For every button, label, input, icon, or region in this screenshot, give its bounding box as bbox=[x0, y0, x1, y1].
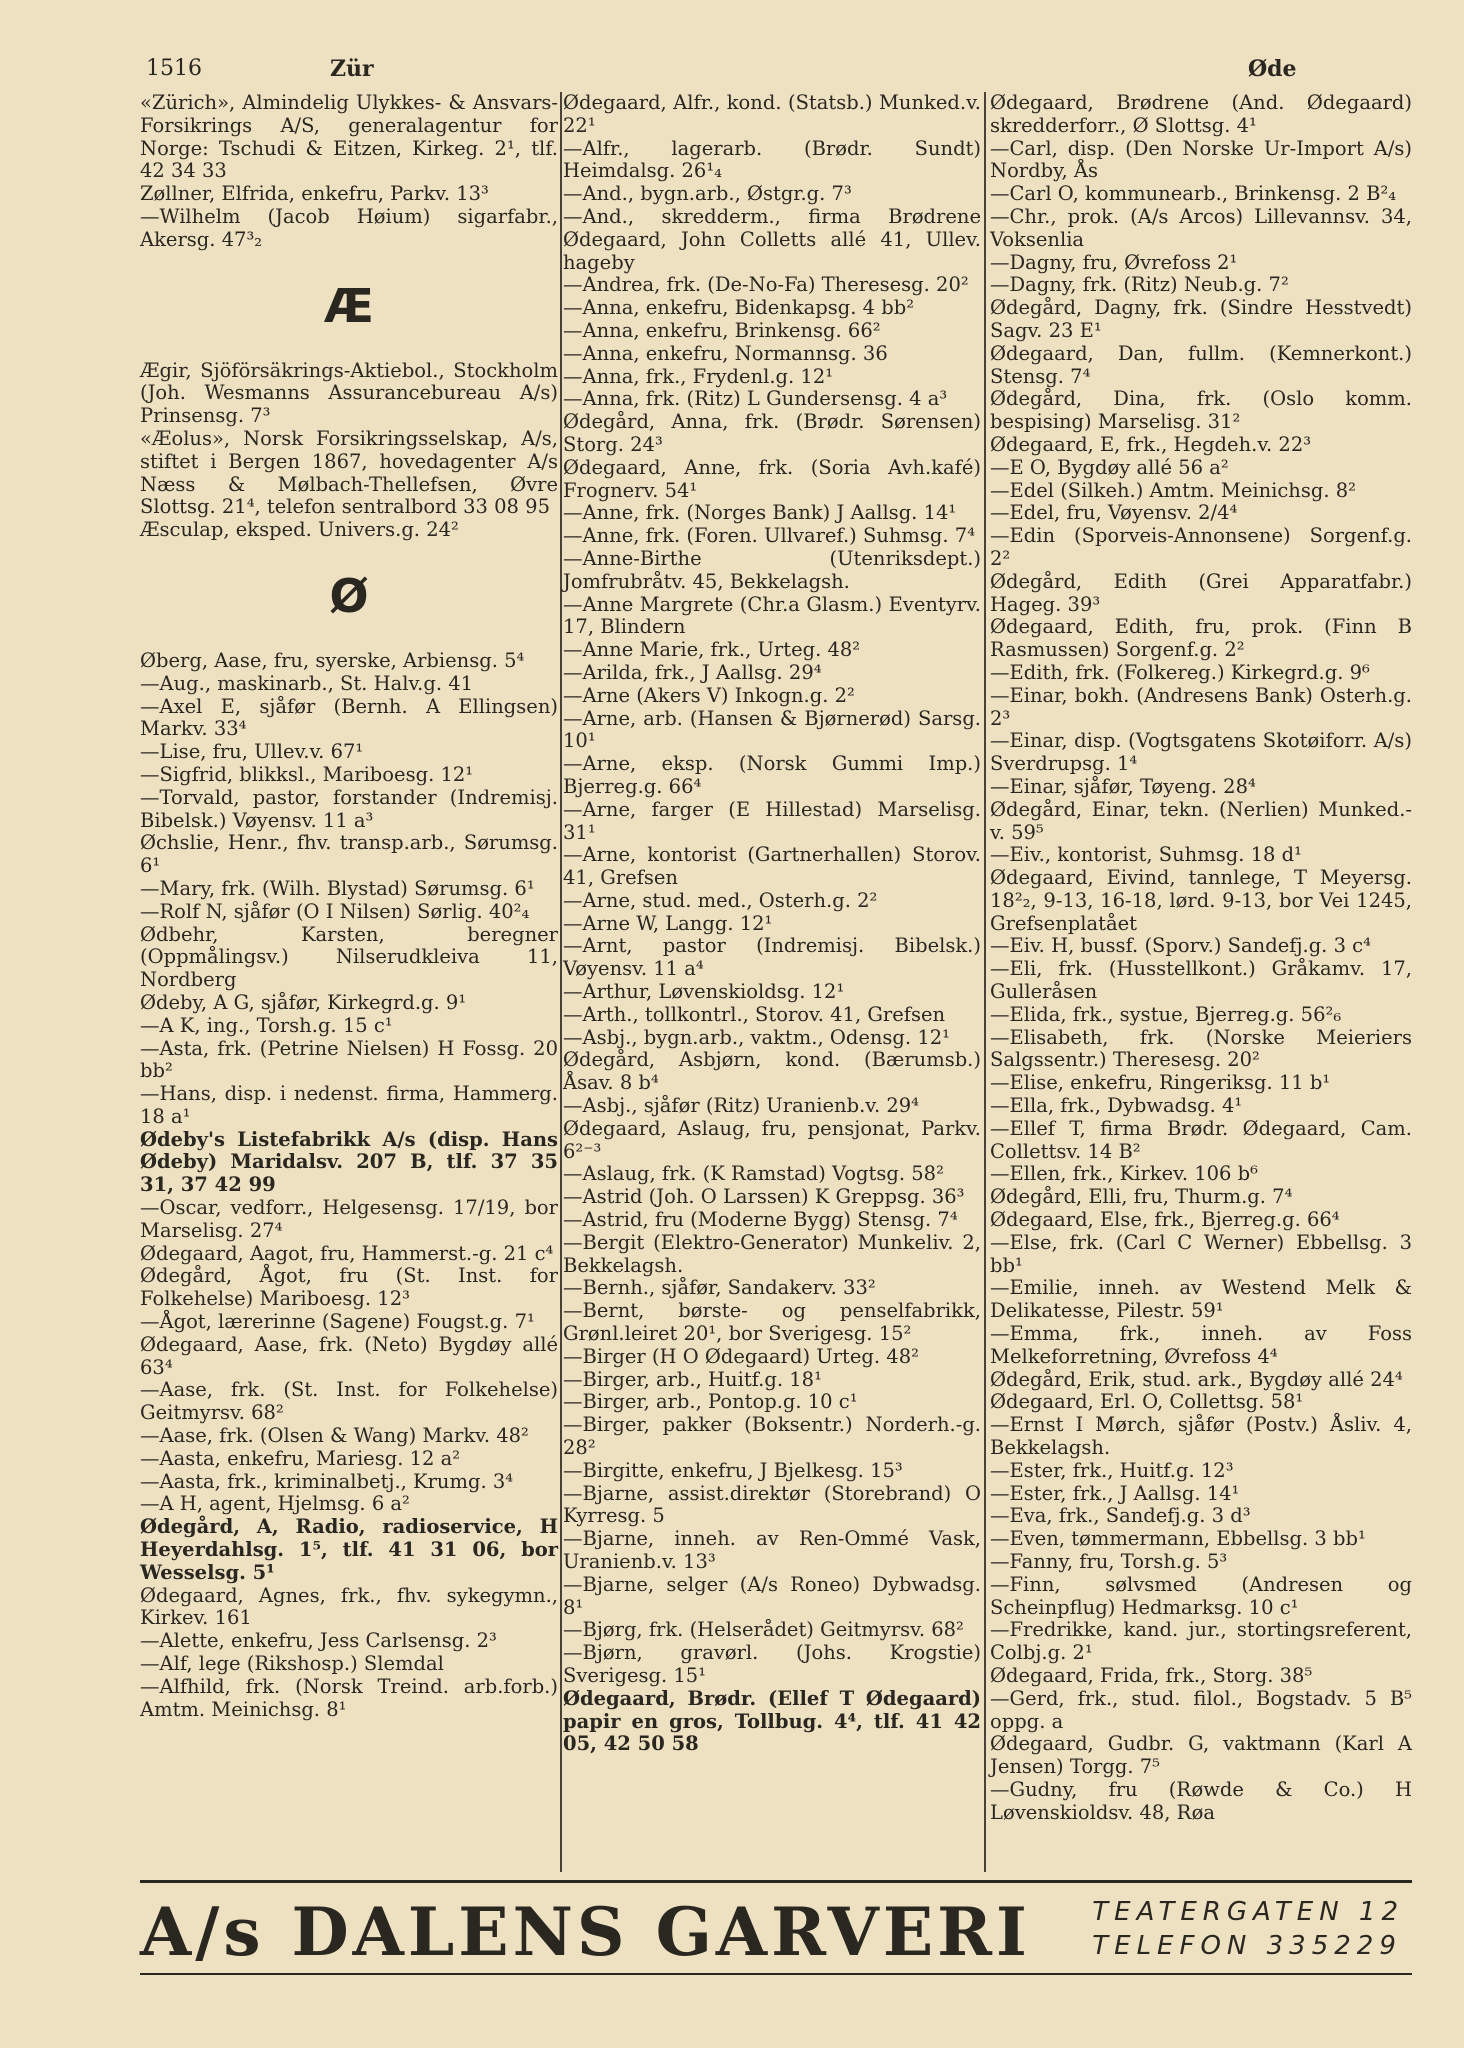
directory-entry: Ødegaard, Gudbr. G, vaktmann (Karl A Jensen) Torgg. 7⁵ bbox=[990, 1732, 1412, 1779]
directory-entry: —Carl O, kommunearb., Brinkensg. 2 B²₄ bbox=[990, 182, 1397, 206]
directory-entry: Ødeby, A G, sjåfør, Kirkegrd.g. 9¹ bbox=[140, 990, 467, 1014]
directory-entry: —Eli, frk. (Husstellkont.) Gråkamv. 17, Gulleråsen bbox=[990, 957, 1412, 1004]
directory-entry: —Birger, pakker (Boksentr.) Norderh.-g. 28² bbox=[563, 1413, 981, 1460]
directory-entry: —Ellen, frk., Kirkev. 106 b⁶ bbox=[990, 1162, 1258, 1186]
directory-entry: —Gudny, fru (Røwde & Co.) H Løvenskioldsv. 48, Røa bbox=[990, 1777, 1412, 1824]
directory-entry: —Birger, arb., Pontop.g. 10 c¹ bbox=[563, 1390, 858, 1414]
directory-entry: —Andrea, frk. (De-No-Fa) Theresesg. 20² bbox=[563, 273, 969, 297]
directory-entry: —Finn, sølvsmed (Andresen og Scheinpflug) Hedmarksg. 10 c¹ bbox=[990, 1572, 1412, 1619]
directory-entry: —Bjarne, inneh. av Ren-Ommé Vask, Uranienb.v. 13³ bbox=[563, 1527, 981, 1573]
directory-entry: —Bernt, børste- og penselfabrikk, Grønl.leiret 20¹, bor Sverigesg. 15² bbox=[563, 1299, 981, 1346]
directory-entry: Ødegaard, Anne, frk. (Soria Avh.kafé) Frognerv. 54¹ bbox=[563, 455, 981, 502]
directory-entry: —Aasta, frk., kriminalbetj., Krumg. 3⁴ bbox=[140, 1469, 514, 1493]
directory-entry: —Birgitte, enkefru, J Bjelkesg. 15³ bbox=[563, 1458, 903, 1482]
directory-entry: —A K, ing., Torsh.g. 15 c¹ bbox=[140, 1013, 393, 1037]
directory-entry: —Anna, enkefru, Normannsg. 36 bbox=[563, 341, 888, 365]
directory-entry: Ødegaard, Brødrene (And. Ødegaard) skredderforr., Ø Slottsg. 4¹ bbox=[990, 91, 1412, 137]
directory-entry: Ødegaard, Alfr., kond. (Statsb.) Munked.v. 22¹ bbox=[563, 91, 981, 137]
directory-entry: —Bergit (Elektro-Generator) Munkeliv. 2, Bekkelagsh. bbox=[563, 1230, 981, 1277]
directory-entry: —E O, Bygdøy allé 56 a² bbox=[990, 455, 1229, 479]
directory-entry: —Ester, frk., J Aallsg. 14¹ bbox=[990, 1481, 1240, 1505]
directory-entry: —Anne Marie, frk., Urteg. 48² bbox=[563, 638, 861, 662]
directory-entry: —Elida, frk., systue, Bjerreg.g. 56²₆ bbox=[990, 1002, 1342, 1026]
directory-entry: Ødegård, Einar, tekn. (Nerlien) Munked.-v. 59⁵ bbox=[990, 797, 1412, 844]
advertisement-banner bbox=[140, 1880, 1412, 1975]
column-1 bbox=[140, 92, 558, 1721]
directory-entry: —Anne-Birthe (Utenriksdept.) Jomfrubråtv. 45, Bekkelagsh. bbox=[563, 546, 981, 593]
directory-entry: —Astrid (Joh. O Larssen) K Greppsg. 36³ bbox=[563, 1185, 965, 1209]
directory-entry: —Anne Margrete (Chr.a Glasm.) Eventyrv. 17, Blindern bbox=[563, 592, 981, 639]
directory-entry: —Arne, stud. med., Osterh.g. 2² bbox=[563, 888, 878, 912]
directory-entry: —Eiv. H, bussf. (Sporv.) Sandefj.g. 3 c⁴ bbox=[990, 934, 1371, 958]
directory-entry: Ødegård, Dagny, frk. (Sindre Hesstvedt) Sagv. 23 E¹ bbox=[990, 296, 1412, 342]
directory-entry: Ødegaard, Brødr. (Ellef T Ødegaard) papir en gros, Tollbug. 4⁴, tlf. 41 42 05, 42 50 58 bbox=[563, 1686, 981, 1756]
directory-entry: Ødegård, Ågot, fru (St. Inst. for Folkehelse) Mariboesg. 12³ bbox=[140, 1264, 558, 1311]
directory-entry: —Eva, frk., Sandefj.g. 3 d³ bbox=[990, 1504, 1251, 1528]
directory-entry: —Asbj., sjåfør (Ritz) Uranienb.v. 29⁴ bbox=[563, 1094, 919, 1118]
column-3 bbox=[990, 92, 1412, 1825]
directory-entry: —Birger, arb., Huitf.g. 18¹ bbox=[563, 1367, 822, 1391]
directory-entry: —Arilda, frk., J Aallsg. 29⁴ bbox=[563, 660, 822, 684]
directory-entry: Ødeby's Listefabrikk A/s (disp. Hans Ødeby) Maridalsv. 207 B, tlf. 37 35 31, 37 42 99 bbox=[140, 1127, 558, 1197]
directory-entry: —Oscar, vedforr., Helgesensg. 17/19, bor Marselisg. 27⁴ bbox=[140, 1196, 558, 1242]
directory-entry: —Mary, frk. (Wilh. Blystad) Sørumsg. 6¹ bbox=[140, 876, 535, 900]
directory-entry: —Arne, arb. (Hansen & Bjørnerød) Sarsg. 10¹ bbox=[563, 706, 981, 753]
directory-entry: —Edin (Sporveis-Annonsene) Sorgenf.g. 2² bbox=[990, 524, 1412, 570]
directory-entry: —Arne, eksp. (Norsk Gummi Imp.) Bjerreg.g. 66⁴ bbox=[563, 752, 981, 798]
directory-entry: —Elise, enkefru, Ringeriksg. 11 b¹ bbox=[990, 1071, 1331, 1095]
directory-entry: —Astrid, fru (Moderne Bygg) Stensg. 7⁴ bbox=[563, 1208, 958, 1232]
directory-entry: —Einar, bokh. (Andresens Bank) Osterh.g. 2³ bbox=[990, 683, 1412, 730]
header-left-word: Zür bbox=[330, 56, 374, 82]
directory-entry: —Ernst I Mørch, sjåfør (Postv.) Åsliv. 4, Bekkelagsh. bbox=[990, 1413, 1412, 1460]
directory-entry: —Arne, kontorist (Gartnerhallen) Storov. 41, Grefsen bbox=[563, 843, 981, 890]
directory-entry: Ægir, Sjöförsäkrings-Aktiebol., Stockholm (Joh. Wesmanns Assurancebureau A/s) Prinsensg. 7³ bbox=[140, 358, 558, 428]
directory-entry: —And., skredderm., firma Brødrene Ødegaard, John Colletts allé 41, Ullev. hageby bbox=[563, 204, 981, 274]
directory-entry: —A H, agent, Hjelmsg. 6 a² bbox=[140, 1492, 410, 1516]
directory-entry: —Alfr., lagerarb. (Brødr. Sundt) Heimdalsg. 26¹₄ bbox=[563, 136, 981, 183]
directory-entry: —Asbj., bygn.arb., vaktm., Odensg. 12¹ bbox=[563, 1025, 950, 1049]
directory-entry: —Lise, fru, Ullev.v. 67¹ bbox=[140, 740, 364, 764]
directory-entry: Øchslie, Henr., fhv. transp.arb., Sørumsg. 6¹ bbox=[140, 831, 558, 878]
directory-entry: —Ella, frk., Dybwadsg. 4¹ bbox=[990, 1094, 1243, 1118]
directory-entry: —Alf, lege (Rikshosp.) Slemdal bbox=[140, 1652, 444, 1676]
directory-entry: —Carl, disp. (Den Norske Ur-Import A/s) Nordby, Ås bbox=[990, 136, 1412, 183]
directory-entry: —Alfhild, frk. (Norsk Treind. arb.forb.) Amtm. Meinichsg. 8¹ bbox=[140, 1674, 558, 1721]
directory-entry: —Edith, frk. (Folkereg.) Kirkegrd.g. 9⁶ bbox=[990, 660, 1370, 684]
directory-entry: —Edel (Silkeh.) Amtm. Meinichsg. 8² bbox=[990, 478, 1356, 502]
directory-entry: Ødegaard, Dan, fullm. (Kemnerkont.) Stensg. 7⁴ bbox=[990, 341, 1412, 388]
directory-entry: «Zürich», Almindelig Ulykkes- & Ansvars-Forsikrings A/S, generalagentur for Norge: Tschudi & Eitzen, Kirkeg. 2¹, tlf. 42 34 33 bbox=[140, 91, 558, 183]
directory-entry: Ødegaard, Aagot, fru, Hammerst.-g. 21 c⁴ bbox=[140, 1241, 554, 1265]
directory-entry: Øberg, Aase, fru, syerske, Arbiensg. 5⁴ bbox=[140, 648, 525, 672]
directory-entry: —Bernh., sjåfør, Sandakerv. 33² bbox=[563, 1276, 876, 1300]
advertiser-address bbox=[1092, 1895, 1404, 1963]
directory-entry: —Arne, farger (E Hillestad) Marselisg. 31¹ bbox=[563, 797, 981, 844]
directory-entry: —Bjarne, assist.direktør (Storebrand) O Kyrresg. 5 bbox=[563, 1481, 981, 1528]
directory-entry: Ødegaard, Erl. O, Collettsg. 58¹ bbox=[990, 1390, 1304, 1414]
directory-entry: Ødegaard, Agnes, frk., fhv. sykegymn., Kirkev. 161 bbox=[140, 1583, 558, 1630]
directory-entry: —Bjarne, selger (A/s Roneo) Dybwadsg. 8¹ bbox=[563, 1572, 981, 1619]
column-2 bbox=[563, 92, 981, 1756]
directory-entry: —Else, frk. (Carl C Werner) Ebbellsg. 3 bb¹ bbox=[990, 1230, 1412, 1277]
directory-entry: —Arne (Akers V) Inkogn.g. 2² bbox=[563, 683, 855, 707]
directory-entry: —Anna, frk. (Ritz) L Gundersensg. 4 a³ bbox=[563, 387, 948, 411]
directory-entry: —Aase, frk. (St. Inst. for Folkehelse) Geitmyrsv. 68² bbox=[140, 1378, 558, 1425]
directory-entry: —Axel E, sjåfør (Bernh. A Ellingsen) Markv. 33⁴ bbox=[140, 694, 558, 741]
directory-entry: Ødegaard, Edith, fru, prok. (Finn B Rasmussen) Sorgenf.g. 2² bbox=[990, 615, 1412, 662]
directory-entry: —Even, tømmermann, Ebbellsg. 3 bb¹ bbox=[990, 1527, 1366, 1551]
directory-entry: —Arth., tollkontrl., Storov. 41, Grefsen bbox=[563, 1002, 946, 1026]
directory-entry: Ødegård, Erik, stud. ark., Bygdøy allé 24⁴ bbox=[990, 1367, 1403, 1391]
column-divider bbox=[560, 92, 562, 1872]
directory-entry: —Ester, frk., Huitf.g. 12³ bbox=[990, 1458, 1234, 1482]
directory-entry: —Arne W, Langg. 12¹ bbox=[563, 911, 773, 935]
directory-entry: —Sigfrid, blikksl., Mariboesg. 12¹ bbox=[140, 762, 474, 786]
directory-entry: —Einar, sjåfør, Tøyeng. 28⁴ bbox=[990, 774, 1256, 798]
directory-entry: —Eiv., kontorist, Suhmsg. 18 d¹ bbox=[990, 843, 1302, 867]
directory-entry: —And., bygn.arb., Østgr.g. 7³ bbox=[563, 182, 852, 206]
address-phone: TELEFON 335229 bbox=[1092, 1931, 1402, 1961]
directory-entry: —Wilhelm (Jacob Høium) sigarfabr., Akersg. 47³₂ bbox=[140, 204, 558, 251]
directory-entry: —Aasta, enkefru, Mariesg. 12 a² bbox=[140, 1446, 461, 1470]
directory-entry: —Ellef T, firma Brødr. Ødegaard, Cam. Collettsv. 14 B² bbox=[990, 1116, 1412, 1163]
directory-entry: Ødegård, Edith (Grei Apparatfabr.) Hageg. 39³ bbox=[990, 569, 1412, 616]
directory-entry: —Hans, disp. i nedenst. firma, Hammerg. 18 a¹ bbox=[140, 1082, 558, 1128]
directory-entry: —Alette, enkefru, Jess Carlsensg. 2³ bbox=[140, 1629, 497, 1653]
directory-entry: —Rolf N, sjåfør (O I Nilsen) Sørlig. 40²₄ bbox=[140, 899, 530, 923]
directory-entry: —Anne, frk. (Norges Bank) J Aallsg. 14¹ bbox=[563, 501, 957, 525]
directory-entry: Ødegård, Elli, fru, Thurm.g. 7⁴ bbox=[990, 1185, 1293, 1209]
directory-entry: —Fredrikke, kand. jur., stortingsreferent, Colbj.g. 2¹ bbox=[990, 1618, 1412, 1665]
directory-entry: —Dagny, fru, Øvrefoss 2¹ bbox=[990, 250, 1238, 274]
directory-entry: Ødegård, Dina, frk. (Oslo komm. bespising) Marselisg. 31² bbox=[990, 387, 1412, 434]
directory-entry: —Bjørg, frk. (Helserådet) Geitmyrsv. 68² bbox=[563, 1618, 964, 1642]
directory-entry: Ødegaard, Aase, frk. (Neto) Bygdøy allé 63⁴ bbox=[140, 1332, 558, 1379]
directory-entry: —Anna, enkefru, Bidenkapsg. 4 bb² bbox=[563, 296, 915, 320]
directory-entry: —Torvald, pastor, forstander (Indremisj. Bibelsk.) Vøyensv. 11 a³ bbox=[140, 785, 558, 832]
directory-entry: Æsculap, eksped. Univers.g. 24² bbox=[140, 518, 459, 542]
directory-entry: —Aase, frk. (Olsen & Wang) Markv. 48² bbox=[140, 1424, 529, 1448]
directory-entry: —Elisabeth, frk. (Norske Meieriers Salgssentr.) Theresesg. 20² bbox=[990, 1025, 1412, 1072]
directory-entry: Ødbehr, Karsten, beregner (Oppmålingsv.) Nilserudkleiva 11, Nordberg bbox=[140, 922, 558, 992]
directory-entry: —Anna, frk., Frydenl.g. 12¹ bbox=[563, 364, 834, 388]
directory-entry: Ødegård, Anna, frk. (Brødr. Sørensen) Storg. 24³ bbox=[563, 410, 981, 456]
directory-entry: —Fanny, fru, Torsh.g. 5³ bbox=[990, 1550, 1228, 1573]
directory-entry: —Einar, disp. (Vogtsgatens Skotøiforr. A/s) Sverdrupsg. 1⁴ bbox=[990, 729, 1412, 776]
directory-entry: —Emilie, inneh. av Westend Melk & Delikatesse, Pilestr. 59¹ bbox=[990, 1276, 1412, 1323]
advertiser-name: A/s DALENS GARVERI bbox=[140, 1893, 1031, 1971]
section-letter: Æ bbox=[324, 278, 374, 333]
directory-entry: —Birger (H O Ødegaard) Urteg. 48² bbox=[563, 1344, 919, 1368]
directory-entry: —Aslaug, frk. (K Ramstad) Vogtsg. 58² bbox=[563, 1162, 944, 1186]
directory-entry: «Æolus», Norsk Forsikringsselskap, A/s, stiftet i Bergen 1867, hovedagenter A/s Næss & Mølbach-Thellefsen, Øvre Slottsg. 21⁴, telefon sentralbord 33 08 95 bbox=[140, 426, 558, 519]
directory-entry: —Bjørn, gravørl. (Johs. Krogstie) Sverigesg. 15¹ bbox=[563, 1641, 981, 1687]
directory-entry: Ødegaard, Else, frk., Bjerreg.g. 66⁴ bbox=[990, 1208, 1340, 1232]
directory-entry: —Chr., prok. (A/s Arcos) Lillevannsv. 34, Voksenlia bbox=[990, 204, 1412, 251]
directory-entry: —Asta, frk. (Petrine Nielsen) H Fossg. 20 bb² bbox=[140, 1036, 558, 1083]
directory-entry: —Edel, fru, Vøyensv. 2/4⁴ bbox=[990, 501, 1238, 525]
section-letter: Ø bbox=[329, 568, 369, 623]
directory-entry: —Anna, enkefru, Brinkensg. 66² bbox=[563, 318, 881, 342]
directory-entry: Ødegaard, Eivind, tannlege, T Meyersg. 18²₂, 9-13, 16-18, lørd. 9-13, bor Vei 1245, Grefsenplatået bbox=[990, 866, 1412, 935]
directory-entry: Zøllner, Elfrida, enkefru, Parkv. 13³ bbox=[140, 182, 489, 206]
page-number: 1516 bbox=[146, 56, 202, 81]
directory-entry: —Gerd, frk., stud. filol., Bogstadv. 5 B⁵ oppg. a bbox=[990, 1686, 1412, 1733]
directory-entry: Ødegaard, Frida, frk., Storg. 38⁵ bbox=[990, 1663, 1313, 1687]
directory-entry: —Arthur, Løvenskioldsg. 12¹ bbox=[563, 980, 845, 1004]
directory-entry: —Ågot, lærerinne (Sagene) Fougst.g. 7¹ bbox=[140, 1310, 535, 1334]
directory-entry: —Emma, frk., inneh. av Foss Melkeforretning, Øvrefoss 4⁴ bbox=[990, 1322, 1412, 1368]
address-street: TEATERGATEN 12 bbox=[1092, 1897, 1404, 1927]
directory-entry: Ødegaard, Aslaug, fru, pensjonat, Parkv. 6²⁻³ bbox=[563, 1116, 981, 1163]
directory-entry: Ødegård, A, Radio, radioservice, H Heyerdahlsg. 1⁵, tlf. 41 31 06, bor Wesselsg. 5¹ bbox=[140, 1515, 558, 1584]
directory-entry: —Anne, frk. (Foren. Ullvaref.) Suhmsg. 7⁴ bbox=[563, 524, 976, 548]
directory-entry: —Arnt, pastor (Indremisj. Bibelsk.) Vøyensv. 11 a⁴ bbox=[563, 934, 981, 981]
header-right-word: Øde bbox=[1248, 56, 1297, 82]
directory-entry: —Aug., maskinarb., St. Halv.g. 41 bbox=[140, 671, 474, 695]
directory-entry: —Dagny, frk. (Ritz) Neub.g. 7² bbox=[990, 273, 1289, 297]
column-divider bbox=[984, 92, 986, 1872]
directory-entry: Ødegaard, E, frk., Hegdeh.v. 22³ bbox=[990, 432, 1312, 456]
directory-entry: Ødegård, Asbjørn, kond. (Bærumsb.) Åsav. 8 b⁴ bbox=[563, 1048, 981, 1095]
